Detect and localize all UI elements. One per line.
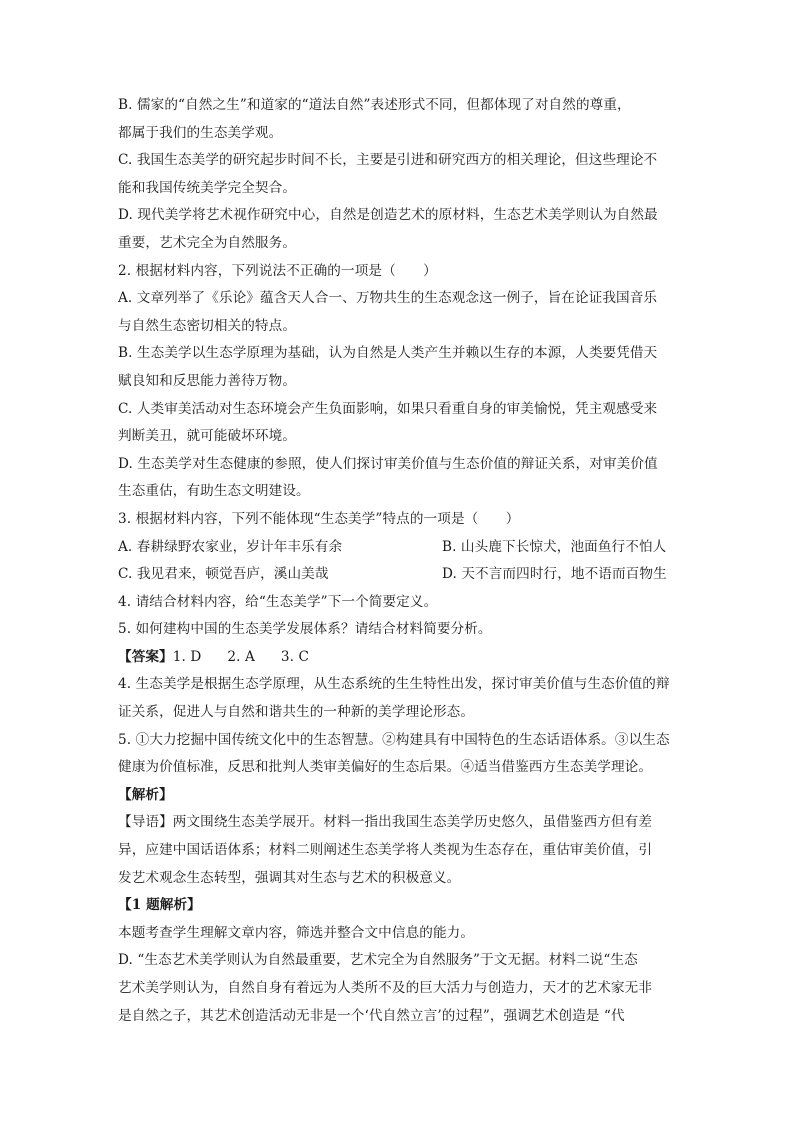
intro-line-1: 【导语】两文围绕生态美学展开。材料一指出我国生态美学历史悠久，虽借鉴西方但有差 [118, 814, 653, 831]
question-4: 4. 请结合材料内容，给“生态美学”下一个简要定义。 [118, 593, 438, 610]
question-1-analysis-body: 本题考查学生理解文章内容，筛选并整合文中信息的能力。 [118, 924, 475, 941]
option-2b-line-1: B. 生态美学以生态学原理为基础，认为自然是人类产生并赖以生存的本源，人类要凭借天 [118, 345, 658, 362]
option-1c-line-2: 能和我国传统美学完全契合。 [118, 179, 297, 196]
analysis-heading: 【解析】 [118, 786, 173, 803]
option-1d-line-2: 重要，艺术完全为自然服务。 [118, 234, 297, 251]
option-3b: B. 山头鹿下长惊犬，池面鱼行不怕人 [442, 538, 667, 555]
option-2c-line-1: C. 人类审美活动对生态环境会产生负面影响，如果只看重自身的审美愉悦，凭主观感受来 [118, 400, 658, 417]
option-2b-line-2: 赋良知和反思能力善待万物。 [118, 372, 297, 389]
option-1d-line-1: D. 现代美学将艺术视作研究中心，自然是创造艺术的原材料，生态艺术美学则认为自然最 [118, 207, 658, 224]
option-1b-line-2: 都属于我们的生态美学观。 [118, 124, 283, 141]
option-2d-line-2: 生态重估，有助生态文明建设。 [118, 483, 310, 500]
option-1b-line-1: B. 儒家的“自然之生”和道家的“道法自然”表述形式不同，但都体现了对自然的尊重， [118, 97, 631, 113]
option-3c: C. 我见君来，顿觉吾庐，溪山美哉 [118, 566, 329, 583]
analysis-d-line-3: 是自然之子，其艺术创造活动无非是一个‘代自然立言’的过程”，强调艺术创造是 “代 [118, 1007, 625, 1024]
answer-2: 2. A [227, 648, 255, 665]
analysis-d-line-1: D. “生态艺术美学则认为自然最重要，艺术完全为自然服务”于文无据。材料二说“生态 [118, 952, 638, 969]
question-3: 3. 根据材料内容，下列不能体现“生态美学”特点的一项是（ ） [118, 510, 520, 527]
intro-line-2: 异，应建中国话语体系；材料二则阐述生态美学将人类视为生态存在，重估审美价值，引 [118, 842, 653, 859]
document-page [118, 92, 674, 1030]
option-2c-line-2: 判断美丑，就可能破坏环境。 [118, 428, 297, 445]
option-3a: A. 春耕绿野农家业，岁计年丰乐有余 [118, 538, 343, 555]
answer-label: 【答案】 [118, 648, 173, 665]
answer-1: 1. D [172, 648, 202, 665]
answer-5-line-1: 5. ①大力挖掘中国传统文化中的生态智慧。②构建具有中国特色的生态话语体系。③以生态 [118, 731, 670, 748]
answer-4-line-1: 4. 生态美学是根据生态学原理，从生态系统的生生特性出发，探讨审美价值与生态价值的辩 [118, 676, 670, 693]
option-2d-line-1: D. 生态美学对生态健康的参照，使人们探讨审美价值与生态价值的辩证关系，对审美价值 [118, 455, 658, 472]
options-3-row-2 [118, 561, 674, 589]
analysis-d-line-2: 艺术美学则认为，自然自身有着远为人类所不及的巨大活力与创造力，天才的艺术家无非 [118, 980, 653, 996]
option-2a-line-2: 与自然生态密切相关的特点。 [118, 317, 297, 334]
answer-line [118, 644, 674, 672]
answer-5-line-2: 健康为价值标准，反思和批判人类审美偏好的生态后果。④适当借鉴西方生态美学理论。 [118, 759, 653, 776]
option-2a-line-1: A. 文章列举了《乐论》蕴含天人合一、万物共生的生态观念这一例子，旨在论证我国音乐 [118, 290, 658, 307]
answer-4-line-2: 证关系，促进人与自然和谐共生的一种新的美学理论形态。 [118, 704, 475, 721]
intro-line-3: 发艺术观念生态转型，强调其对生态与艺术的积极意义。 [118, 869, 461, 886]
question-2: 2. 根据材料内容，下列说法不正确的一项是（ ） [118, 262, 437, 279]
option-3d: D. 天不言而四时行，地不语而百物生 [442, 566, 667, 583]
answer-3: 3. C [280, 648, 309, 665]
question-1-analysis-heading: 【1 题解析】 [118, 897, 201, 914]
question-5: 5. 如何建构中国的生态美学发展体系？请结合材料简要分析。 [118, 621, 492, 638]
options-3-row-1 [118, 534, 674, 562]
option-1c-line-1: C. 我国生态美学的研究起步时间不长，主要是引进和研究西方的相关理论，但这些理论不 [118, 152, 658, 169]
